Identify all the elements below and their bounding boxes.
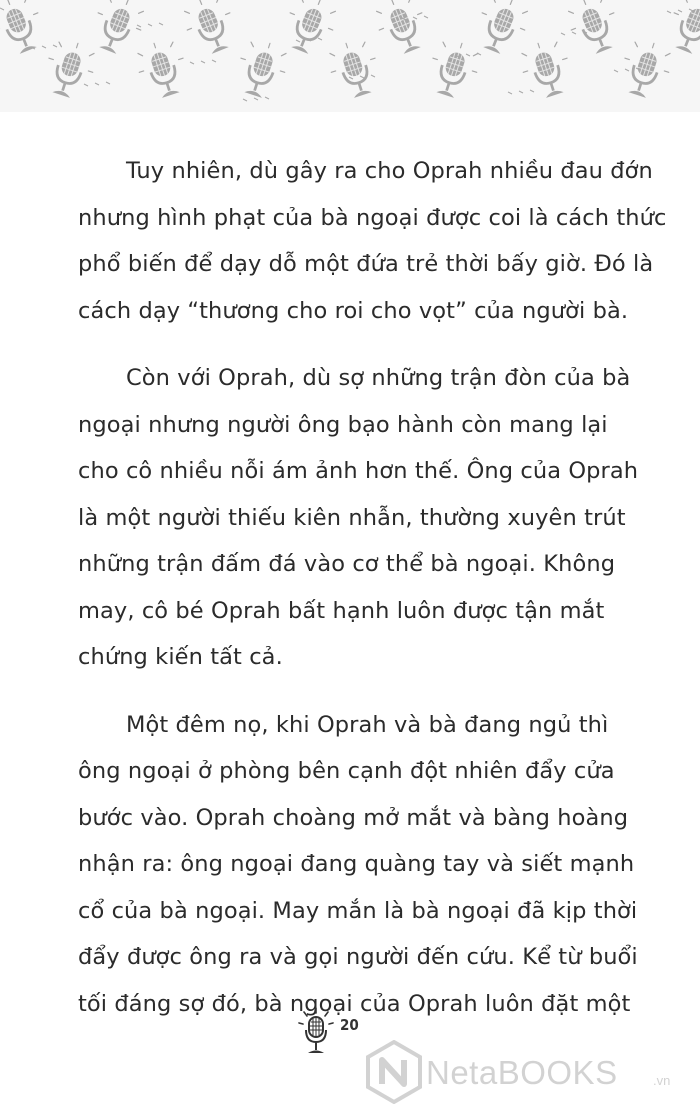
sparkle-mark (265, 97, 269, 99)
text-line: là một người thiếu kiên nhẫn, thường xuyên trút (78, 504, 626, 531)
sparkle-mark (349, 77, 353, 79)
header-pattern-band (0, 0, 700, 112)
microphone-icon (324, 36, 385, 102)
text-line: Còn với Oprah, dù sợ những trận đòn của bà (126, 365, 631, 391)
watermark-suffix: .vn (653, 1073, 671, 1088)
text-line: ông ngoại ở phòng bên cạnh đột nhiên đẩy cửa (78, 758, 615, 784)
netabooks-logo-icon (366, 1040, 422, 1104)
text-line: cách dạy “thương cho roi cho vọt” của người bà. (78, 297, 629, 324)
text-line: phổ biến để dạy dỗ một đứa trẻ thời bấy giờ. Đó là (78, 251, 654, 277)
sparkle-mark (561, 33, 565, 35)
sparkle-mark (625, 69, 629, 71)
text-line: may, cô bé Oprah bất hạnh luôn được tận mắt (78, 597, 605, 624)
paragraph-1 (78, 148, 667, 334)
sparkle-mark (360, 76, 364, 78)
microphone-icon (371, 0, 434, 59)
text-line: tối đáng sợ đó, bà ngoại của Oprah luôn đặt một (78, 990, 631, 1017)
sparkle-mark (667, 11, 671, 13)
microphone-icon (0, 0, 50, 59)
text-line: ngoại nhưng người ông bạo hành còn mang lại (78, 411, 608, 438)
sparkle-mark (201, 61, 205, 63)
sparkle-mark (106, 82, 110, 84)
text-line: Tuy nhiên, dù gây ra cho Oprah nhiều đau đớn (126, 158, 653, 184)
sparkle-mark (212, 60, 216, 62)
microphone-icon (86, 0, 149, 59)
sparkle-mark (424, 16, 428, 18)
text-line: nhận ra: ông ngoại đang quàng tay và siết mạnh (78, 851, 635, 877)
microphone-icon (423, 36, 484, 102)
text-line: những trận đấm đá vào cơ thể bà ngoại. Không (78, 551, 616, 577)
sparkle-mark (678, 10, 682, 12)
sparkle-mark (95, 83, 99, 85)
microphone-icon (470, 0, 533, 59)
sparkle-mark (254, 98, 258, 100)
watermark (366, 1040, 696, 1110)
sparkle-mark (296, 40, 300, 42)
paragraph-2 (78, 355, 639, 681)
sparkle-mark (466, 54, 470, 56)
text-line: Một đêm nọ, khi Oprah và bà đang ngủ thì (126, 711, 609, 738)
sparkle-mark (148, 24, 152, 26)
sparkle-mark (689, 9, 693, 11)
sparkle-mark (508, 92, 512, 94)
sparkle-mark (137, 25, 141, 27)
watermark-brand: NetaBOOKS (426, 1054, 618, 1091)
text-line: cho cô nhiều nỗi ám ảnh hơn thế. Ông của Oprah (78, 458, 639, 484)
sparkle-mark (159, 23, 163, 25)
microphone-icon (179, 0, 242, 59)
page-body (78, 148, 667, 1048)
text-line: đẩy được ông ra và gọi người đến cứu. Kể từ buổi (78, 944, 638, 970)
microphone-pattern (0, 0, 700, 112)
sparkle-mark (0, 8, 4, 10)
microphone-icon (563, 0, 626, 59)
text-line: chứng kiến tất cả. (78, 644, 283, 670)
sparkle-mark (614, 70, 618, 72)
sparkle-mark (530, 90, 534, 92)
microphone-icon (39, 36, 100, 102)
microphone-icon (615, 36, 676, 102)
sparkle-mark (519, 91, 523, 93)
sparkle-mark (572, 32, 576, 34)
microphone-icon (231, 36, 292, 102)
sparkle-mark (413, 17, 417, 19)
sparkle-mark (371, 75, 375, 77)
microphone-icon (278, 0, 341, 59)
text-line: cổ của bà ngoại. May mắn là bà ngoại đã kịp thời (78, 897, 638, 924)
text-line: bước vào. Oprah choàng mở mắt và bàng hoàng (78, 804, 629, 831)
sparkle-mark (84, 84, 88, 86)
sparkle-mark (318, 38, 322, 40)
sparkle-mark (243, 99, 247, 101)
microphone-icon (132, 36, 193, 102)
microphone-icon (516, 36, 577, 102)
microphone-icon (296, 1006, 336, 1058)
sparkle-mark (190, 62, 194, 64)
sparkle-mark (53, 45, 57, 47)
text-line: nhưng hình phạt của bà ngoại được coi là cách thức (78, 204, 667, 231)
page-number: 20 (340, 1016, 359, 1034)
paragraph-3 (78, 702, 638, 1028)
sparkle-mark (42, 46, 46, 48)
microphone-icon (662, 0, 700, 59)
